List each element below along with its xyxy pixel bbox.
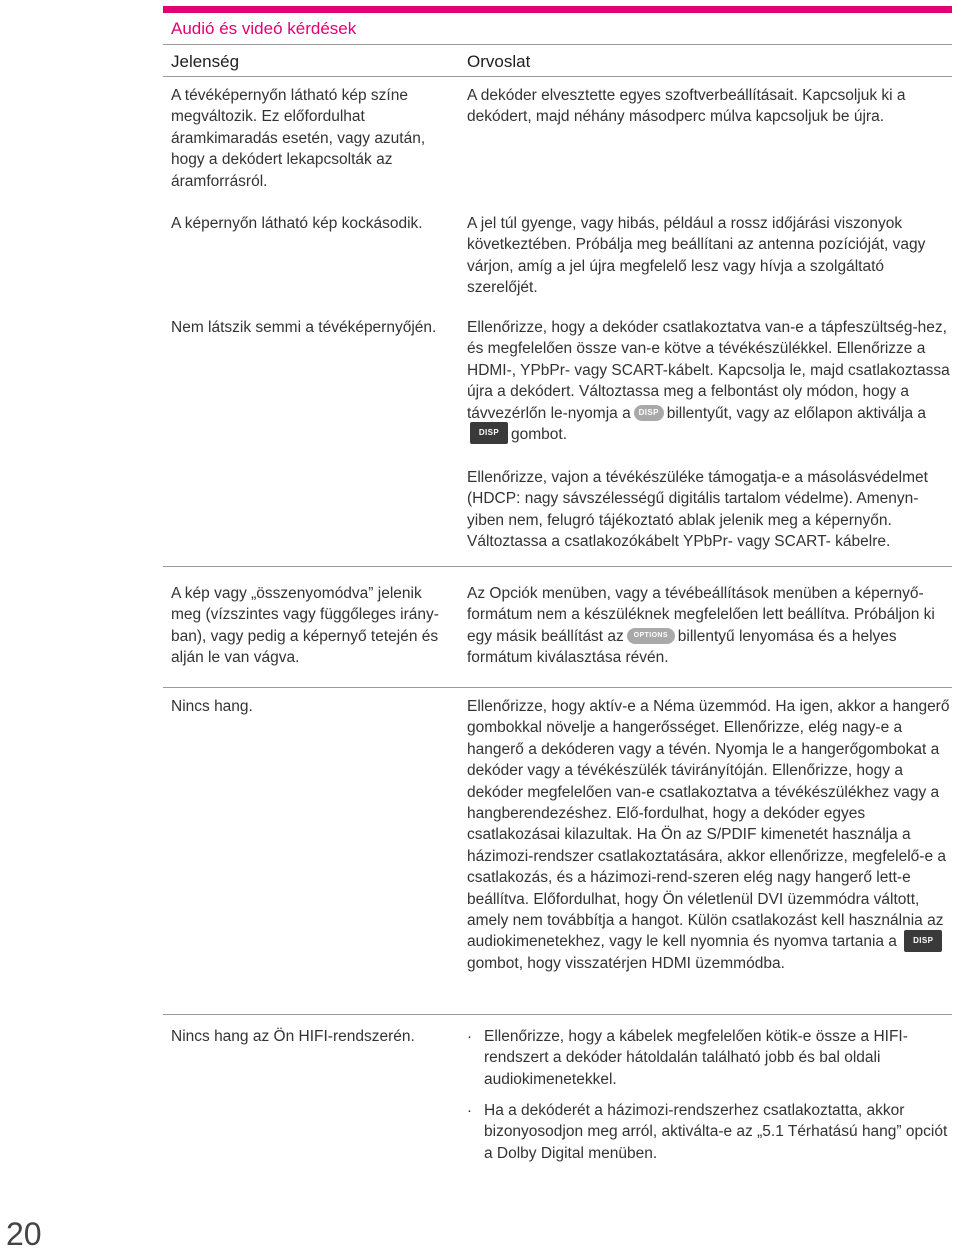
disp-remote-button-icon: DISP — [634, 405, 664, 421]
header-bottom-rule — [163, 76, 952, 77]
row-2-remedy: A jel túl gyenge, vagy hibás, például a rossz időjárási viszonyok következtében. Próbálja meg beállítani az antenna pozícióját, vagy várjon, amíg a jel újra megfelelő lesz vagy hívja a szolgáltató szerelőjét. — [467, 215, 926, 297]
bullet-icon: · — [467, 1102, 472, 1119]
bullet-icon: · — [467, 1028, 472, 1045]
row-6-bullet-1: Ellenőrizze, hogy a kábelek megfelelően kötik-e össze a HIFI-rendszert a dekóder hátoldalán található jobb és bal oldali audiokimenetekkel. — [484, 1028, 908, 1088]
row-1-remedy: A dekóder elvesztette egyes szoftverbeállításait. Kapcsoljuk ki a dekódert, majd néhány másodperc múlva kapcsoljuk be újra. — [467, 87, 906, 126]
row-3-remedy-text-a: Ellenőrizze, hogy a dekóder csatlakoztatva van-e a tápfeszültség-hez, és megfelelően össze van-e kötve a tévékészülékkel. Ellenőrizze a HDMI-, YPbPr- vagy SCART-kábelt. Kapcsolja le, majd csatlakoztassa újra a dekódert. Változtassa meg a felbontást oly módon, hogy a távvezérlőn le-nyomja a — [467, 319, 950, 422]
section-title: Audió és videó kérdések — [171, 19, 357, 38]
row-4-symptom: A kép vagy „összenyomódva” jelenik meg (vízszintes vagy függőleges irány-ban), vagy pedig a képernyő tetején és alján le van vágva. — [171, 585, 439, 667]
row-3-remedy — [467, 317, 952, 445]
row-2-symptom: A képernyőn látható kép kockásodik. — [171, 215, 423, 232]
row-rule — [163, 687, 952, 688]
options-button-icon: OPTIONS — [627, 628, 675, 644]
row-3-symptom: Nem látszik semmi a tévéképernyőjén. — [171, 319, 437, 336]
magenta-top-bar — [163, 6, 952, 13]
row-5-remedy-text-b: gombot, hogy visszatérjen HDMI üzemmódba. — [467, 954, 785, 972]
row-1-symptom: A tévéképernyőn látható kép színe megváltozik. Ez előfordulhat áramkimaradás esetén, vagy azután, hogy a dekódert lekapcsolták az áramforrásról. — [171, 87, 426, 190]
row-3-remedy-hdcp: Ellenőrizze, vajon a tévékészüléke támogatja-e a másolásvédelmet (HDCP: nagy sávszélességű digitális tartalom védelme). Amenyn-yiben nem, felugró tájékoztató ablak jelenik meg a képernyőn. Változtassa a csatlakozókábelt YPbPr- vagy SCART- kábelre. — [467, 469, 928, 551]
row-4-remedy-text-a: Az Opciók menüben, vagy a tévébeállítások menüben a képernyő-formátum nem a készüléknek megfelelően lett beállítva. Próbáljon ki egy másik beállítást az — [467, 585, 935, 645]
row-rule — [163, 1014, 952, 1015]
row-5-remedy — [467, 696, 952, 974]
remedy-column-header: Orvoslat — [467, 52, 531, 71]
row-6-bullet-2: Ha a dekóderét a házimozi-rendszerhez csatlakoztatta, akkor bizonyosodjon meg arról, aktiválta-e az „5.1 Térhatású hang” opciót a Dolby Digital menüben. — [484, 1102, 948, 1162]
page-number: 20 — [6, 1216, 42, 1252]
row-4-remedy-text-b: billentyű lenyomása és a helyes formátum kiválasztása révén. — [467, 627, 897, 667]
row-rule — [163, 566, 952, 567]
row-3-remedy-text-c: gombot. — [511, 426, 568, 444]
row-3-remedy-text-b: billentyűt, vagy az előlapon aktiválja a — [666, 404, 927, 422]
header-top-rule — [163, 44, 952, 45]
row-5-remedy-text-a: Ellenőrizze, hogy aktív-e a Néma üzemmód. Ha igen, akkor a hangerő gombokkal növelje a hangerősséget. Ellenőrizze, elég nagy-e a hangerő a dekóderen vagy a tévén. Nyomja le a hangerőgombokat a dekóder vagy a tévékészülék távirányítóján. Ellenőrizze, hogy a dekóder megfelelően van-e csatlakoztatva a tévékészülékhez vagy a hangberendezéshez. Elő-fordulhat, hogy a dekóder egyes csatlakozásai kilazultak. Ha Ön az S/PDIF kimenetét használja a házimozi-rendszer csatlakoztatására, akkor ellenőrizze, megfelelő-e a csatlakozás, és a házimozi-rend-szeren elég nagy hangerő lett-e beállítva. Előfordulhat, hogy Ön véletlenül DVI üzemmódra váltott, amely nem továbbítja a hangot. Külön csatlakozást kell használnia az audiokimenetekhez, vagy le kell nyomnia és nyomva tartania a — [467, 698, 950, 951]
row-5-symptom: Nincs hang. — [171, 698, 253, 715]
disp-button-icon: DISP — [904, 930, 942, 952]
row-6-symptom: Nincs hang az Ön HIFI-rendszerén. — [171, 1028, 415, 1045]
symptom-column-header: Jelenség — [171, 52, 240, 71]
disp-front-panel-button-icon: DISP — [470, 422, 508, 444]
row-4-remedy — [467, 583, 952, 669]
